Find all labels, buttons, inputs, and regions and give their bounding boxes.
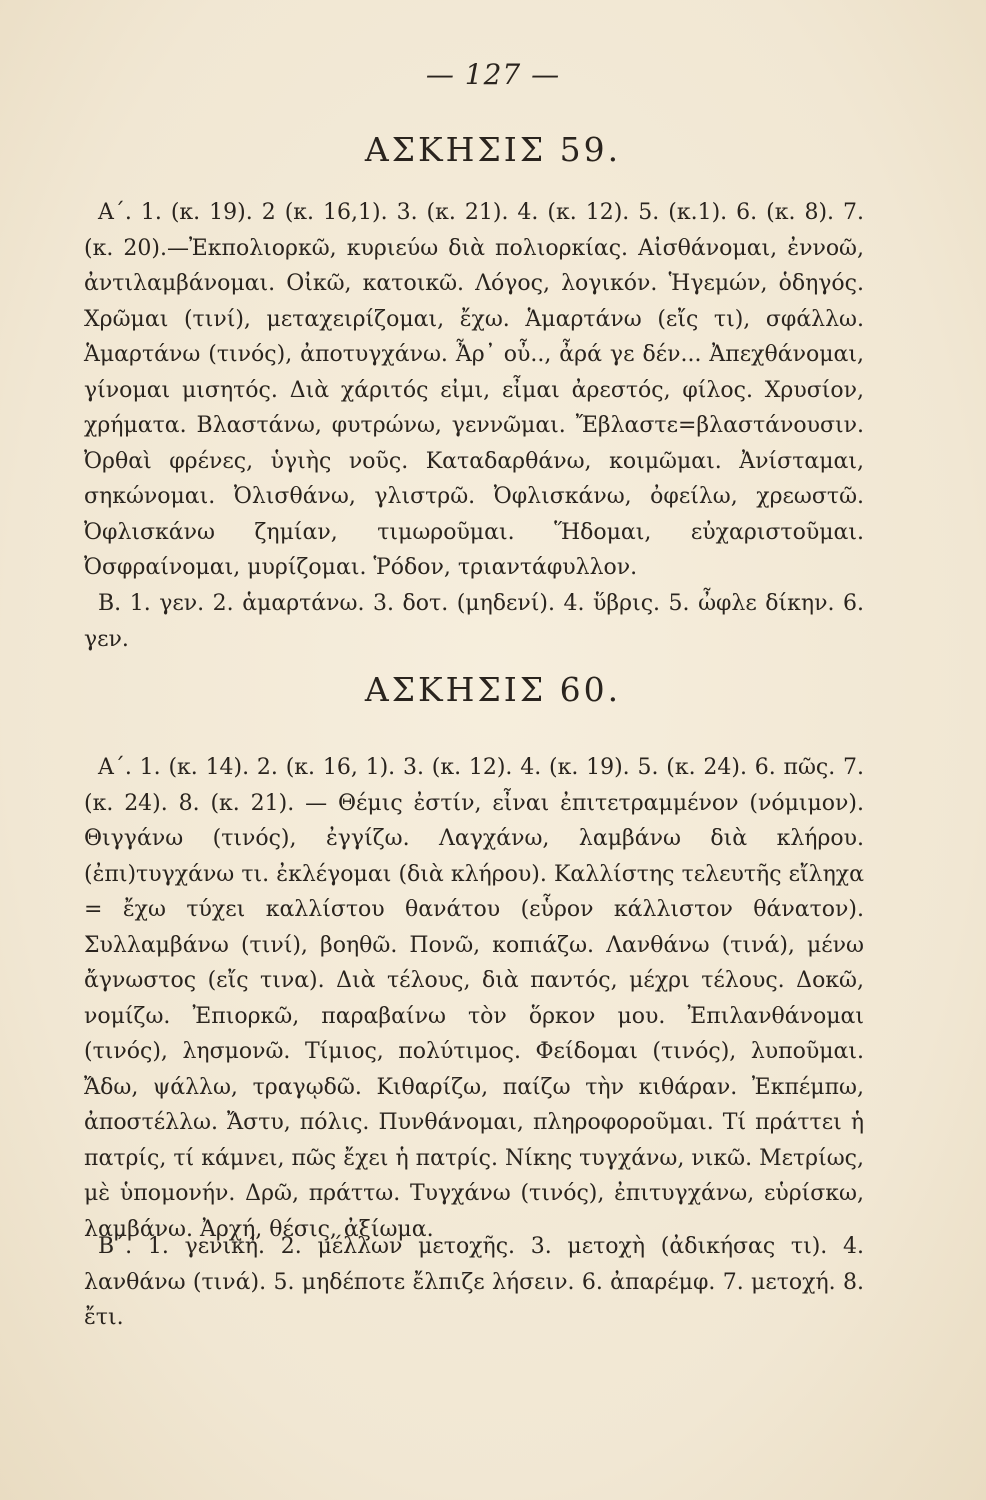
exercise-60-heading: ΑΣΚΗΣΙΣ 60. [364,670,622,709]
exercise-60-part-a: Α΄. 1. (κ. 14). 2. (κ. 16, 1). 3. (κ. 12). 4. (κ. 19). 5. (κ. 24). 6. πῶς. 7. (κ. 24). 8. (κ. 21). — Θέμις ἐστίν, εἶναι ἐπιτετραμμένον (νόμιμον). Θιγγάνω (τινός), ἐγγίζω. Λαγχάνω, λαμβάνω διὰ κλήρου. (ἐπι)τυγχάνω τι. ἐκλέγομαι (διὰ κλήρου). Καλλίστης τελευτῆς εἴληχα = ἔχω τύχει καλλίστου θανάτου (εὗρον κάλλιστον θάνατον). Συλλαμβάνω (τινί), βοηθῶ. Πονῶ, κοπιάζω. Λανθάνω (τινά), μένω ἄγνωστος (εἴς τινα). Διὰ τέλους, διὰ παντός, μέχρι τέλους. Δοκῶ, νομίζω. Ἐπιορκῶ, παραβαίνω τὸν ὅρκον μου. Ἐπιλανθάνομαι (τινός), λησμονῶ. Τίμιος, πολύτιμος. Φείδομαι (τινός), λυποῦμαι. Ἄδω, ψάλλω, τραγῳδῶ. Κιθαρίζω, παίζω τὴν κιθάραν. Ἐκπέμπω, ἀποστέλλω. Ἄστυ, πόλις. Πυνθάνομαι, πληροφοροῦμαι. Τί πράττει ἡ πατρίς, τί κάμνει, πῶς ἔχει ἡ πατρίς. Νίκης τυγχάνω, νικῶ. Μετρίως, μὲ ὑπομονήν. Δρῶ, πράττω. Τυγχάνω (τινός), ἐπιτυγχάνω, εὑρίσκω, λαμβάνω. Ἀρχή, θέσις, ἀξίωμα. [84,755,864,1242]
exercise-59-part-a: Α΄. 1. (κ. 19). 2 (κ. 16,1). 3. (κ. 21). 4. (κ. 12). 5. (κ.1). 6. (κ. 8). 7. (κ. 20).—Ἐκπολιορκῶ, κυριεύω διὰ πολιορκίας. Αἰσθάνομαι, ἐννοῶ, ἀντιλαμβάνομαι. Οἰκῶ, κατοικῶ. Λόγος, λογικόν. Ἡγεμών, ὁδηγός. Χρῶμαι (τινί), μεταχειρίζομαι, ἔχω. Ἁμαρτάνω (εἴς τι), σφάλλω. Ἁμαρτάνω (τινός), ἀποτυγχάνω. Ἆρ᾽ οὖ.., ἆρά γε δέν... Ἀπεχθάνομαι, γίνομαι μισητός. Διὰ χάριτός εἰμι, εἶμαι ἀρεστός, φίλος. Χρυσίον, χρήματα. Βλαστάνω, φυτρώνω, γεννῶμαι. Ἔβλαστε=βλαστάνουσιν. Ὀρθαὶ φρένες, ὑγιὴς νοῦς. Καταδαρθάνω, κοιμῶμαι. Ἀνίσταμαι, σηκώνομαι. Ὀλισθάνω, γλιστρῶ. Ὀφλισκάνω, ὀφείλω, χρεωστῶ. Ὀφλισκάνω ζημίαν, τιμωροῦμαι. Ἥδομαι, εὐχαριστοῦμαι. Ὀσφραίνομαι, μυρίζομαι. Ῥόδον, τριαντάφυλλον. [84,200,864,580]
exercise-60-part-b: Β΄. 1. γενική. 2. μέλλων μετοχῆς. 3. μετοχὴ (ἀδικήσας τι). 4. λανθάνω (τινά). 5. μηδέποτε ἔλπιζε λήσειν. 6. ἀπαρέμφ. 7. μετοχή. 8. ἔτι. [84,1234,864,1330]
exercise-59-heading: ΑΣΚΗΣΙΣ 59. [364,130,622,169]
page-number: — 127 — [425,58,561,91]
exercise-59-part-b: Β. 1. γεν. 2. ἁμαρτάνω. 3. δοτ. (μηδενί). 4. ὕβρις. 5. ὦφλε δίκην. 6. γεν. [84,591,864,652]
